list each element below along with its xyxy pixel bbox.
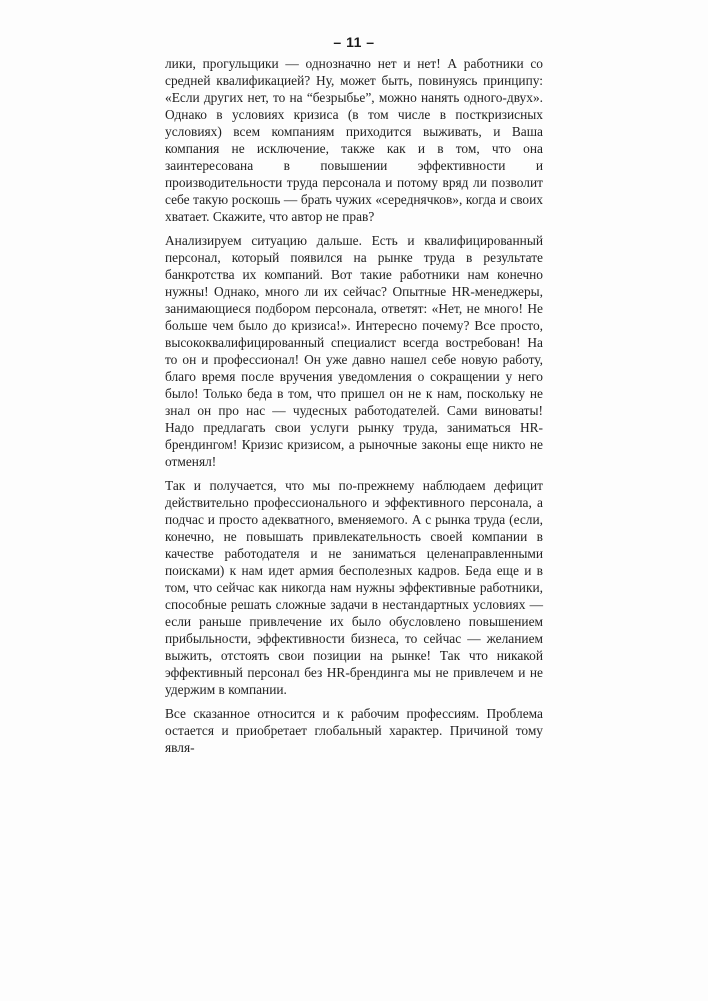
body-text <box>165 55 543 763</box>
page-number: – 11 – <box>333 34 375 50</box>
paragraph-3: Так и получается, что мы по-прежнему наблюдаем дефицит действительно профессионального и эффективного персонала, а подчас и просто адекватного, вменяемого. А с рынка труда (если, конечно, не повышать привлекательность своей компании в качестве работодателя и не заниматься целенаправленными поисками) к нам идет армия бесполезных кадров. Беда еще и в том, что сейчас как никогда нам нужны эффективные работники, способные решать сложные задачи в нестандартных условиях — если раньше привлечение их было обусловлено повышением прибыльности, эффективности бизнеса, то сейчас — желанием выжить, отстоять свои позиции на рынке! Так что никакой эффективный персонал без HR-брендинга мы не привлечем и не удержим в компании. <box>165 478 543 697</box>
paragraph-1: лики, прогульщики — однозначно нет и нет! А работники со средней квалификацией? Ну, может быть, повинуясь принципу: «Если других нет, то на “безрыбье”, можно нанять одного-двух». Однако в условиях кризиса (в том числе в посткризисных условиях) всем компаниям приходится выживать, и Ваша компания не исключение, также как и в том, что она заинтересована в повышении эффективности и производительности труда персонала и потому вряд ли позволит себе такую роскошь — брать чужих «середнячков», когда и своих хватает. Скажите, что автор не прав? <box>165 56 543 224</box>
paragraph-2: Анализируем ситуацию дальше. Есть и квалифицированный персонал, который появился на рынке труда в результате банкротства их компаний. Вот такие работники нам конечно нужны! Однако, много ли их сейчас? Опытные HR-менеджеры, занимающиеся подбором персонала, ответят: «Нет, не много! Не больше чем было до кризиса!». Интересно почему? Все просто, высококвалифицированный специалист всегда востребован! На то он и профессионал! Он уже давно нашел себе новую работу, благо время после вручения уведомления о сокращении у него было! Только беда в том, что пришел он не к нам, поскольку не знал он про нас — чудесных работодателей. Сами виноваты! Надо предлагать свои услуги рынку труда, заниматься HR-брендингом! Кризис кризисом, а рыночные законы еще никто не отменял! <box>165 233 543 469</box>
paragraph-4: Все сказанное относится и к рабочим профессиям. Проблема остается и приобретает глобальный характер. Причиной тому явля- <box>165 706 543 755</box>
